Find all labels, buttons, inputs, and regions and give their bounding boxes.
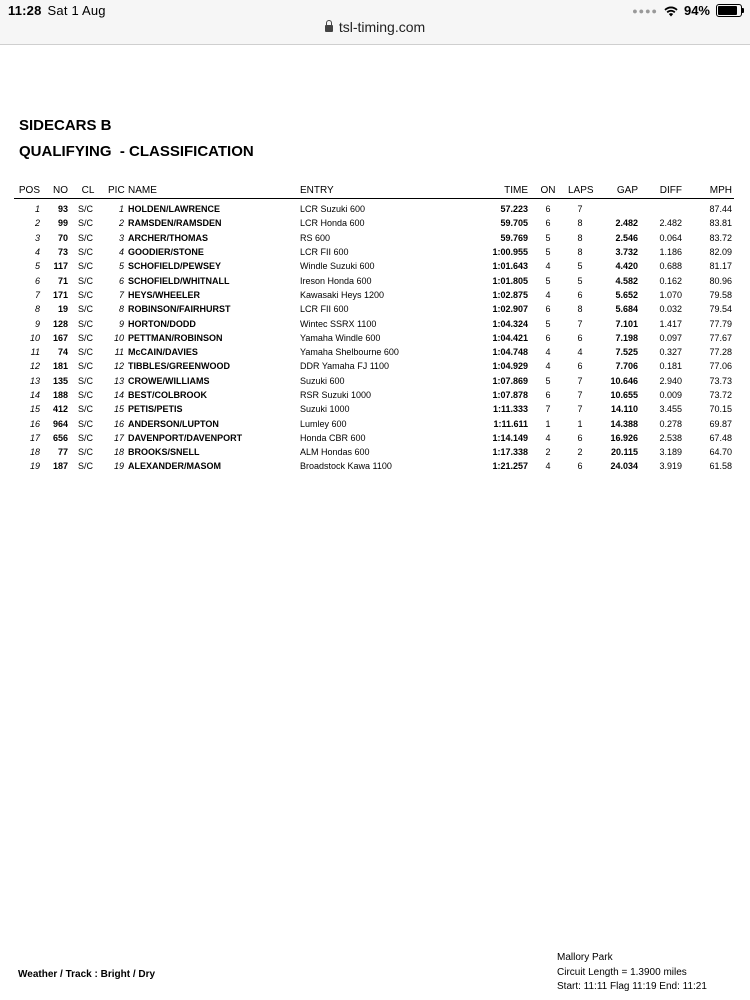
cell-entry: Ireson Honda 600 (300, 275, 372, 286)
header-name: NAME (126, 182, 298, 199)
series-title: SIDECARS B (19, 117, 112, 134)
cell-on: 4 (545, 361, 551, 372)
cell-pic: 4 (118, 247, 124, 258)
cell-time: 1:07.869 (492, 375, 528, 386)
classification-table (14, 182, 734, 474)
cell-gap: 20.115 (610, 447, 638, 458)
cell-no: 128 (52, 318, 68, 329)
cell-diff: 0.032 (659, 304, 682, 315)
cell-gap: 4.582 (615, 275, 638, 286)
cell-no: 19 (57, 304, 68, 315)
cell-pos: 18 (29, 447, 40, 458)
cell-entry: Yamaha Windle 600 (300, 332, 381, 343)
cell-time: 1:07.878 (492, 390, 528, 400)
weather-track-info: Weather / Track : Bright / Dry (18, 969, 156, 980)
cell-diff: 0.181 (659, 361, 682, 372)
cell-pic: 14 (113, 390, 124, 400)
header-on: ON (530, 182, 566, 199)
cell-laps: 1 (577, 418, 583, 429)
cell-no: 964 (52, 418, 68, 429)
cell-cl: S/C (78, 390, 94, 400)
cell-entry: RS 600 (300, 232, 331, 243)
cell-time: 1:21.257 (492, 461, 528, 472)
cell-on: 6 (545, 218, 551, 229)
cell-mph: 70.15 (709, 404, 732, 415)
cell-on: 4 (545, 432, 551, 443)
table-row (14, 331, 734, 345)
table-row (14, 388, 734, 402)
cell-gap: 2.482 (615, 218, 638, 229)
cell-time: 1:00.955 (492, 247, 528, 258)
cell-on: 5 (545, 318, 551, 329)
cell-cl: S/C (78, 204, 94, 215)
cell-pos: 3 (34, 232, 40, 243)
cell-time: 59.769 (500, 232, 528, 243)
cell-mph: 67.48 (709, 432, 732, 443)
wifi-icon (664, 5, 678, 17)
header-cl: CL (70, 182, 106, 199)
cell-pos: 15 (29, 404, 40, 415)
circuit-info (557, 951, 707, 995)
cell-pos: 2 (34, 218, 40, 229)
battery-percent: 94% (683, 3, 710, 18)
header-no: NO (42, 182, 70, 199)
browser-top-bar (0, 0, 750, 45)
cell-pos: 13 (29, 375, 40, 386)
cell-pic: 1 (118, 204, 124, 215)
header-laps: LAPS (566, 182, 594, 199)
cell-laps: 6 (577, 332, 583, 343)
cell-cl: S/C (78, 318, 94, 329)
cell-no: 70 (57, 232, 68, 243)
cell-cl: S/C (78, 218, 94, 229)
header-gap: GAP (594, 182, 640, 199)
cell-mph: 82.09 (709, 247, 732, 258)
circuit-name: Mallory Park (557, 952, 613, 963)
cell-time: 1:04.929 (492, 361, 528, 372)
cell-mph: 61.58 (709, 461, 732, 472)
table-row (14, 416, 734, 430)
cell-on: 5 (545, 247, 551, 258)
cell-cl: S/C (78, 432, 94, 443)
cell-pic: 5 (118, 261, 124, 272)
cell-on: 4 (545, 289, 551, 300)
cell-laps: 6 (577, 289, 583, 300)
cell-pic: 2 (118, 218, 124, 229)
header-mph: MPH (684, 182, 734, 199)
battery-fill (718, 6, 737, 15)
cell-cl: S/C (78, 361, 94, 372)
cell-pos: 12 (29, 361, 40, 372)
cell-name: BROOKS/SNELL (128, 447, 200, 458)
cell-on: 4 (545, 461, 551, 472)
cell-cl: S/C (78, 461, 94, 472)
address-bar[interactable] (0, 19, 750, 35)
cell-laps: 2 (577, 447, 583, 458)
cell-on: 6 (545, 204, 551, 215)
cell-gap: 14.388 (610, 418, 638, 429)
cell-pic: 8 (118, 304, 124, 315)
cell-time: 1:02.875 (492, 289, 528, 300)
table-row (14, 459, 734, 473)
cell-laps: 7 (577, 404, 583, 415)
cell-pos: 7 (34, 289, 40, 300)
cell-on: 4 (545, 347, 551, 358)
cell-gap (594, 199, 640, 217)
cell-time: 1:04.748 (492, 347, 528, 358)
table-row (14, 316, 734, 330)
cell-pos: 9 (34, 318, 40, 329)
cell-entry: LCR Suzuki 600 (300, 204, 366, 215)
cell-pos: 11 (30, 347, 40, 358)
cell-pos: 14 (29, 390, 40, 400)
cell-gap: 4.420 (615, 261, 638, 272)
cell-cl: S/C (78, 332, 94, 343)
table-row (14, 302, 734, 316)
cell-no: 188 (52, 390, 68, 400)
cell-no: 656 (52, 432, 68, 443)
cell-mph: 80.96 (709, 275, 732, 286)
cell-diff: 1.186 (659, 247, 682, 258)
cell-time: 1:11.333 (492, 404, 528, 415)
cell-gap: 24.034 (610, 461, 638, 472)
cell-gap: 3.732 (615, 247, 638, 258)
header-entry: ENTRY (298, 182, 458, 199)
cell-laps: 5 (577, 261, 583, 272)
cell-name: CROWE/WILLIAMS (128, 375, 210, 386)
cell-on: 4 (545, 261, 551, 272)
cell-pos: 4 (34, 247, 40, 258)
cell-name: ANDERSON/LUPTON (128, 418, 219, 429)
cell-entry: RSR Suzuki 1000 (300, 390, 372, 400)
cell-name: ROBINSON/FAIRHURST (128, 304, 231, 315)
cell-pic: 19 (113, 461, 124, 472)
cell-no: 181 (52, 361, 68, 372)
cell-time: 1:01.805 (492, 275, 528, 286)
cell-gap: 10.646 (610, 375, 638, 386)
cell-laps: 6 (577, 461, 583, 472)
cell-name: RAMSDEN/RAMSDEN (128, 218, 222, 229)
cell-no: 74 (57, 347, 68, 358)
cell-diff: 0.009 (659, 390, 682, 400)
cell-on: 5 (545, 375, 551, 386)
cell-name: ARCHER/THOMAS (128, 232, 208, 243)
cell-cl: S/C (78, 418, 94, 429)
cell-name: BEST/COLBROOK (128, 390, 208, 400)
cell-pos: 5 (34, 261, 40, 272)
cell-pic: 18 (113, 447, 124, 458)
cell-on: 5 (545, 232, 551, 243)
cell-cl: S/C (78, 304, 94, 315)
cell-pic: 7 (118, 289, 124, 300)
header-pos: POS (14, 182, 42, 199)
circuit-length: Circuit Length = 1.3900 miles (557, 966, 687, 978)
cell-no: 73 (57, 247, 68, 258)
cell-diff: 0.688 (659, 261, 682, 272)
status-date: Sat 1 Aug (47, 3, 106, 18)
table-row (14, 445, 734, 459)
table-row (14, 374, 734, 388)
cell-pos: 16 (29, 418, 40, 429)
cell-entry: Wintec SSRX 1100 (300, 318, 377, 329)
cell-diff (640, 199, 684, 217)
cell-no: 171 (52, 289, 68, 300)
cell-pos: 1 (34, 204, 40, 215)
cell-mph: 77.79 (709, 318, 732, 329)
cell-pic: 12 (113, 361, 124, 372)
cell-gap: 2.546 (615, 232, 638, 243)
cell-entry: LCR FII 600 (300, 304, 349, 315)
cell-name: McCAIN/DAVIES (128, 347, 198, 358)
cell-laps: 5 (577, 275, 583, 286)
cell-mph: 64.70 (709, 447, 732, 458)
cell-mph: 77.28 (709, 347, 732, 358)
cell-name: PETIS/PETIS (128, 404, 183, 415)
cell-pos: 19 (29, 461, 40, 472)
cell-time: 1:11.611 (493, 418, 528, 429)
cell-mph: 79.54 (709, 304, 732, 315)
cell-on: 6 (545, 304, 551, 315)
header-time: TIME (458, 182, 530, 199)
cell-cl: S/C (78, 275, 94, 286)
cell-diff: 0.097 (659, 332, 682, 343)
cell-time: 1:17.338 (492, 447, 528, 458)
cell-no: 93 (57, 204, 68, 215)
cell-on: 5 (545, 275, 551, 286)
cell-diff: 0.278 (659, 418, 682, 429)
header-diff: DIFF (640, 182, 684, 199)
cell-diff: 3.919 (659, 461, 682, 472)
cell-entry: LCR FII 600 (300, 247, 349, 258)
lock-icon (325, 25, 333, 32)
cell-diff: 3.189 (659, 447, 682, 458)
cell-diff: 0.327 (659, 347, 682, 358)
cell-laps: 6 (577, 432, 583, 443)
cell-name: SCHOFIELD/PEWSEY (128, 261, 222, 272)
cell-diff: 2.482 (659, 218, 682, 229)
cell-gap: 5.684 (615, 304, 638, 315)
cell-entry: Suzuki 1000 (300, 404, 350, 415)
cell-no: 167 (52, 332, 68, 343)
cell-diff: 1.070 (659, 289, 682, 300)
cell-name: ALEXANDER/MASOM (128, 461, 222, 472)
cell-name: GOODIER/STONE (128, 247, 204, 258)
cell-cl: S/C (78, 247, 94, 258)
cell-entry: Broadstock Kawa 1100 (300, 461, 392, 472)
cell-entry: Windle Suzuki 600 (300, 261, 375, 272)
cell-mph: 73.73 (709, 375, 732, 386)
cell-mph: 77.67 (709, 332, 732, 343)
cell-mph: 81.17 (709, 261, 732, 272)
cell-laps: 7 (577, 318, 583, 329)
table-row (14, 199, 734, 217)
cell-on: 7 (545, 404, 551, 415)
status-indicators (632, 3, 742, 18)
cell-on: 6 (545, 390, 551, 400)
cell-gap: 10.655 (610, 390, 638, 400)
cell-laps: 7 (577, 375, 583, 386)
cell-diff: 1.417 (659, 318, 682, 329)
signal-dots-icon: ●●●● (632, 5, 658, 16)
cell-gap: 16.926 (610, 432, 638, 443)
cell-no: 77 (57, 447, 68, 458)
header-pic: PIC (106, 182, 126, 199)
cell-pos: 8 (34, 304, 40, 315)
cell-pos: 17 (29, 432, 40, 443)
cell-time: 57.223 (500, 204, 528, 215)
cell-pic: 17 (113, 432, 124, 443)
battery-icon (716, 4, 742, 17)
cell-cl: S/C (78, 375, 94, 386)
cell-gap: 7.706 (615, 361, 638, 372)
session-times: Start: 11:11 Flag 11:19 End: 11:21 (557, 981, 707, 992)
cell-on: 6 (545, 332, 551, 343)
cell-cl: S/C (78, 289, 94, 300)
table-header-row (14, 182, 734, 199)
cell-no: 99 (57, 218, 68, 229)
cell-diff: 0.064 (659, 232, 682, 243)
cell-mph: 83.81 (709, 218, 732, 229)
cell-no: 187 (52, 461, 68, 472)
session-title: QUALIFYING - CLASSIFICATION (19, 143, 254, 160)
cell-name: HORTON/DODD (128, 318, 196, 329)
cell-mph: 69.87 (709, 418, 732, 429)
cell-time: 1:01.643 (492, 261, 528, 272)
cell-name: DAVENPORT/DAVENPORT (128, 432, 243, 443)
cell-mph: 73.72 (709, 390, 732, 400)
cell-diff: 2.538 (659, 432, 682, 443)
table-row (14, 231, 734, 245)
cell-laps: 7 (577, 204, 583, 215)
cell-name: TIBBLES/GREENWOOD (128, 361, 231, 372)
cell-laps: 8 (577, 304, 583, 315)
cell-entry: Honda CBR 600 (300, 432, 366, 443)
cell-entry: Yamaha Shelbourne 600 (300, 347, 399, 358)
cell-entry: LCR Honda 600 (300, 218, 365, 229)
cell-name: SCHOFIELD/WHITNALL (128, 275, 230, 286)
table-body (14, 199, 734, 474)
cell-gap: 7.101 (615, 318, 638, 329)
table-row (14, 259, 734, 273)
cell-pic: 16 (113, 418, 124, 429)
cell-entry: DDR Yamaha FJ 1100 (300, 361, 390, 372)
cell-on: 1 (545, 418, 551, 429)
cell-no: 135 (52, 375, 68, 386)
table-row (14, 431, 734, 445)
cell-pic: 15 (113, 404, 124, 415)
cell-no: 71 (57, 275, 68, 286)
cell-cl: S/C (78, 261, 94, 272)
cell-entry: Suzuki 600 (300, 375, 345, 386)
cell-name: PETTMAN/ROBINSON (128, 332, 223, 343)
cell-on: 2 (545, 447, 551, 458)
cell-mph: 77.06 (709, 361, 732, 372)
cell-time: 1:02.907 (492, 304, 528, 315)
cell-mph: 79.58 (709, 289, 732, 300)
cell-entry: Kawasaki Heys 1200 (300, 289, 385, 300)
cell-gap: 14.110 (610, 404, 638, 415)
cell-pic: 6 (118, 275, 124, 286)
cell-laps: 6 (577, 361, 583, 372)
cell-time: 1:04.421 (492, 332, 528, 343)
cell-cl: S/C (78, 347, 94, 358)
table-row (14, 288, 734, 302)
table-row (14, 216, 734, 230)
cell-no: 412 (52, 404, 68, 415)
cell-gap: 7.525 (615, 347, 638, 358)
cell-cl: S/C (78, 232, 94, 243)
cell-time: 1:14.149 (492, 432, 528, 443)
cell-pic: 9 (118, 318, 124, 329)
cell-pic: 3 (118, 232, 124, 243)
cell-pos: 6 (34, 275, 40, 286)
cell-name: HEYS/WHEELER (128, 289, 201, 300)
cell-diff: 2.940 (659, 375, 682, 386)
cell-time: 1:04.324 (492, 318, 528, 329)
cell-name: HOLDEN/LAWRENCE (128, 204, 220, 215)
cell-pic: 11 (114, 347, 124, 358)
cell-entry: ALM Hondas 600 (300, 447, 370, 458)
cell-gap: 7.198 (615, 332, 638, 343)
cell-cl: S/C (78, 404, 94, 415)
cell-diff: 3.455 (659, 404, 682, 415)
status-clock: 11:28 (8, 3, 42, 18)
table-row (14, 402, 734, 416)
cell-mph: 83.72 (709, 232, 732, 243)
cell-laps: 8 (577, 247, 583, 258)
cell-mph: 87.44 (709, 204, 732, 215)
table-row (14, 245, 734, 259)
table-row (14, 345, 734, 359)
cell-gap: 5.652 (615, 289, 638, 300)
cell-pos: 10 (29, 332, 40, 343)
cell-laps: 8 (577, 218, 583, 229)
cell-pic: 13 (113, 375, 124, 386)
cell-no: 117 (53, 261, 68, 272)
table-row (14, 273, 734, 287)
cell-cl: S/C (78, 447, 94, 458)
cell-laps: 4 (577, 347, 583, 358)
status-time (8, 3, 106, 18)
cell-diff: 0.162 (659, 275, 682, 286)
table-row (14, 359, 734, 373)
cell-pic: 10 (113, 332, 124, 343)
cell-laps: 7 (577, 390, 583, 400)
cell-entry: Lumley 600 (300, 418, 347, 429)
cell-time: 59.705 (500, 218, 528, 229)
cell-laps: 8 (577, 232, 583, 243)
url-text: tsl-timing.com (338, 19, 426, 35)
